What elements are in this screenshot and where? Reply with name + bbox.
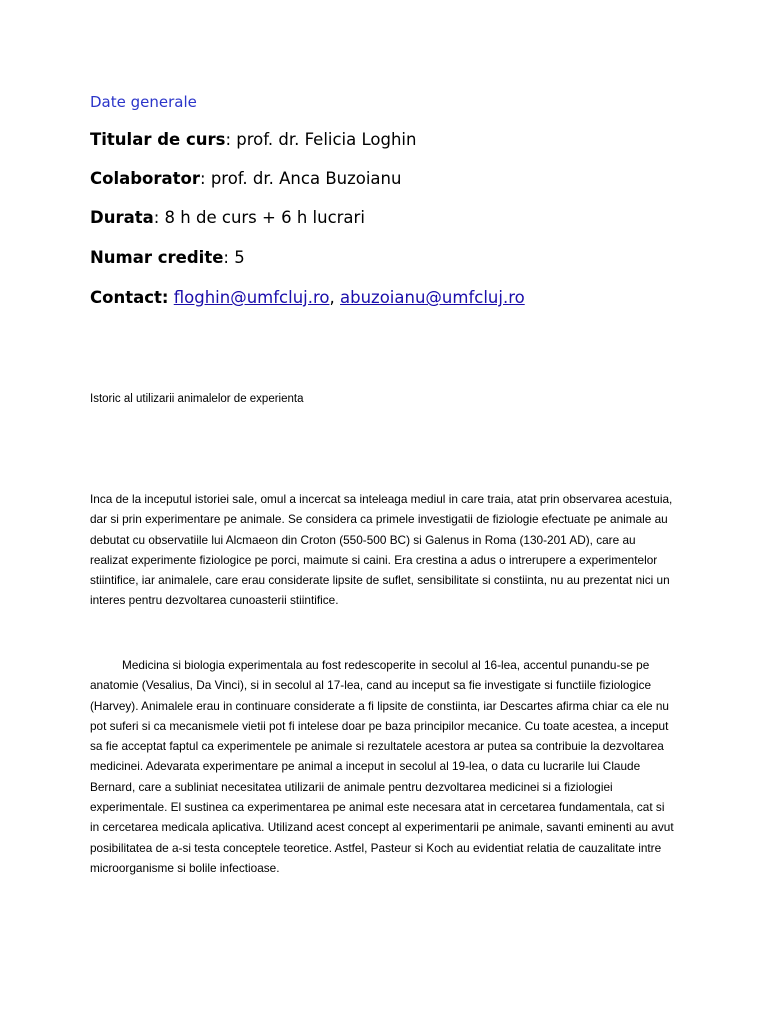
durata-label: Durata	[90, 208, 154, 227]
credite-value: : 5	[223, 248, 245, 267]
info-titular	[90, 130, 416, 149]
durata-value: : 8 h de curs + 6 h lucrari	[153, 208, 365, 227]
section-title-istoric: Istoric al utilizarii animalelor de experienta	[90, 393, 304, 405]
paragraph-history: Medicina si biologia experimentala au fost redescoperite in secolul al 16-lea, accentul punandu-se pe anatomie (Vesalius, Da Vinci), si in secolul al 17-lea, cand au inceput sa fie investigate si functiile fiziologice (Harvey). Animalele erau in continuare considerate a fi lipsite de constiinta, iar Descartes afirma chiar ca ele nu pot suferi si ca mecanismele vietii pot fi intelese doar pe baza principilor mecanice. Cu toate acestea, a inceput sa fie acceptat faptul ca experimentele pe animale si rezultatele acestora ar putea sa contribuie la dezvoltarea medicinei. Adevarata experimentare pe animal a inceput in secolul al 19-lea, o data cu lucrarile lui Claude Bernard, care a subliniat necesitatea utilizarii de animale pentru dezvoltarea medicinei si a fiziologiei experimentale. El sustinea ca experimentarea pe animal este necesara atat in cercetarea fundamentala, cat si in cercetarea medicala aplicativa. Utilizand acest concept al experimentarii pe animale, savanti eminenti au avut posibilitatea de a-si testa conceptele teoretice. Astfel, Pasteur si Koch au evidentiat relatia de cauzalitate intre microorganisme si bolile infectioase.	[90, 658, 674, 875]
colaborator-label: Colaborator	[90, 169, 201, 188]
titular-value: : prof. dr. Felicia Loghin	[225, 130, 417, 149]
info-durata	[90, 208, 365, 227]
contact-label: Contact:	[90, 288, 169, 307]
info-colaborator	[90, 169, 401, 188]
section-heading-date-generale: Date generale	[90, 93, 197, 111]
colaborator-value: : prof. dr. Anca Buzoianu	[200, 169, 402, 188]
info-credite	[90, 248, 245, 267]
email-link-floghin[interactable]: floghin@umfcluj.ro	[173, 288, 330, 307]
titular-label: Titular de curs	[90, 130, 226, 149]
email-link-abuzoianu[interactable]: abuzoianu@umfcluj.ro	[340, 288, 525, 307]
info-contact	[90, 288, 525, 307]
paragraph-intro: Inca de la inceputul istoriei sale, omul a incercat sa inteleaga mediul in care traia, atat prin observarea acestuia, dar si prin experimentare pe animale. Se considera ca primele investigatii de fiziologie efectuate pe animale au debutat cu observatiile lui Alcmaeon din Croton (550-500 BC) si Galenus in Roma (130-201 AD), care au realizat experimente fiziologice pe porci, maimute si caini. Era crestina a adus o intrerupere a experimentelor stiintifice, iar animalele, care erau considerate lipsite de suflet, sensibilitate si constiinta, nu au prezentat nici un interes pentru dezvoltarea cunoasterii stiintifice.	[90, 492, 673, 608]
credite-label: Numar credite	[90, 248, 224, 267]
contact-separator: ,	[329, 288, 340, 307]
